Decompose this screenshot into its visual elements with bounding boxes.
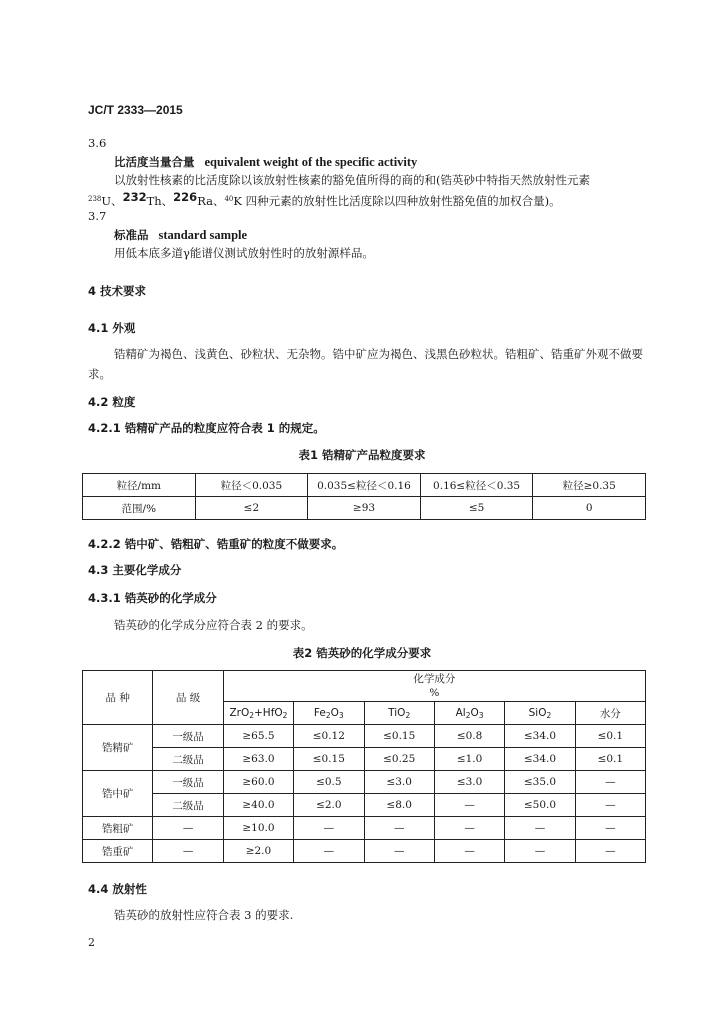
section-3-6-number: 3.6	[88, 136, 107, 150]
table-cell: ≤0.12	[294, 725, 364, 748]
section-4-heading: 4 技术要求	[88, 284, 147, 298]
table-cell: ≥2.0	[223, 840, 293, 863]
table-cell: 二级品	[153, 794, 223, 817]
table-cell: ≤3.0	[364, 771, 434, 794]
table1	[82, 473, 646, 520]
section-3-6-definition-line1: 以放射性核素的比活度除以该放射性核素的豁免值所得的商的和(锆英砂中特指天然放射性元素	[114, 173, 590, 187]
table-cell: ≥63.0	[223, 748, 293, 771]
table-cell: ≤0.1	[575, 725, 645, 748]
table-cell: —	[153, 817, 223, 840]
col-tio2: TiO$_2$	[364, 702, 434, 725]
table-cell: 二级品	[153, 748, 223, 771]
table-cell: —	[434, 794, 504, 817]
table-cell: 锆精矿	[83, 725, 153, 771]
table-cell: ≤0.5	[294, 771, 364, 794]
element-u: U、	[101, 194, 123, 208]
isotope-ra: 226	[173, 190, 198, 204]
section-4-3-1-text: 锆英砂的化学成分应符合表 2 的要求。	[114, 618, 313, 632]
table-cell: ≤2	[195, 497, 308, 520]
table-cell: ≤5	[420, 497, 533, 520]
table-cell: 0.16≤粒径＜0.35	[420, 474, 533, 497]
section-4-2-2-text	[88, 536, 343, 552]
table-cell: ≥65.5	[223, 725, 293, 748]
table-cell: 粒径/mm	[83, 474, 196, 497]
table-cell: —	[434, 817, 504, 840]
section-4-4-text: 锆英砂的放射性应符合表 3 的要求.	[114, 908, 294, 922]
table-row	[83, 840, 646, 863]
table-cell: —	[575, 817, 645, 840]
table1-caption: 表1 锆精矿产品粒度要求	[298, 448, 426, 462]
chem-composition-label: 化学成分	[413, 673, 456, 685]
table-row	[83, 794, 646, 817]
element-th: Th、	[146, 194, 174, 208]
section-3-7-term	[114, 227, 247, 243]
section-3-7-number: 3.7	[88, 209, 107, 223]
isotope-u: 238	[88, 195, 102, 203]
table1-data-row	[83, 497, 646, 520]
isotope-th: 232	[122, 190, 147, 204]
table-cell: —	[364, 840, 434, 863]
table-cell: ≤0.25	[364, 748, 434, 771]
table-cell: —	[575, 840, 645, 863]
table-row	[83, 725, 646, 748]
table-cell	[223, 671, 645, 702]
element-k: K 四种元素的放射性比活度除以四种放射性豁免值的加权合量)。	[233, 194, 561, 208]
table-cell: ≤0.15	[294, 748, 364, 771]
table-cell: 品 种	[83, 671, 153, 725]
table-cell: ≤0.8	[434, 725, 504, 748]
table-cell: ≥60.0	[223, 771, 293, 794]
table-cell: 一级品	[153, 725, 223, 748]
table-cell: 一级品	[153, 771, 223, 794]
section-3-6-term	[114, 154, 417, 170]
table2-header-row-1	[83, 671, 646, 702]
table-cell: 0.035≤粒径＜0.16	[308, 474, 421, 497]
table-cell: ≥10.0	[223, 817, 293, 840]
table-cell: ≤0.15	[364, 725, 434, 748]
table-cell: —	[575, 794, 645, 817]
element-ra: Ra、	[197, 194, 225, 208]
section-4-1-text: 锆精矿为褐色、浅黄色、砂粒状、无杂物。锆中矿应为褐色、浅黑色砂粒状。锆粗矿、锆重矿外观不做要求。	[88, 347, 643, 381]
table-cell: ≤35.0	[505, 771, 575, 794]
section-4-2-1-text	[88, 420, 325, 436]
col-zro2-hfo2: ZrO$_2$+HfO$_2$	[223, 702, 293, 725]
table-cell: 品 级	[153, 671, 223, 725]
section-4-2-2: 4.2.2 锆中矿、锆粗矿、锆重矿的粒度不做要求。	[88, 537, 344, 551]
table-cell: —	[294, 840, 364, 863]
table-cell: ≤3.0	[434, 771, 504, 794]
table-row	[83, 748, 646, 771]
table-cell: ≥40.0	[223, 794, 293, 817]
col-al2o3: $Al_2O_3$	[434, 702, 504, 725]
table-row	[83, 817, 646, 840]
table-cell: 范围/%	[83, 497, 196, 520]
table-cell: 锆中矿	[83, 771, 153, 817]
table1-header-row	[83, 474, 646, 497]
table-cell: —	[575, 771, 645, 794]
page-number: 2	[88, 936, 95, 949]
table-cell: 锆粗矿	[83, 817, 153, 840]
table-cell: —	[505, 840, 575, 863]
term-zh: 标准品	[114, 228, 149, 242]
section-4-3-heading: 4.3 主要化学成分	[88, 563, 182, 577]
table2	[82, 670, 646, 863]
table-cell: —	[434, 840, 504, 863]
table-cell: 锆重矿	[83, 840, 153, 863]
section-4-2-heading: 4.2 粒度	[88, 395, 136, 409]
table-cell: 粒径＜0.035	[195, 474, 308, 497]
term-en: equivalent weight of the specific activity	[204, 155, 418, 169]
table-cell: —	[153, 840, 223, 863]
section-4-3-1-heading: 4.3.1 锆英砂的化学成分	[88, 591, 217, 605]
table-cell: 粒径≥0.35	[533, 474, 646, 497]
table-cell: —	[364, 817, 434, 840]
table-cell: ≥93	[308, 497, 421, 520]
col-fe2o3: $Fe_2O_3$	[294, 702, 364, 725]
section-3-7-definition: 用低本底多道γ能谱仪测试放射性时的放射源样品。	[114, 246, 374, 260]
term-en: standard sample	[158, 228, 248, 242]
table-cell: ≤8.0	[364, 794, 434, 817]
term-zh: 比活度当量合量	[114, 155, 195, 169]
table-cell: ≤2.0	[294, 794, 364, 817]
col-sio2: SiO$_2$	[505, 702, 575, 725]
section-4-1-heading: 4.1 外观	[88, 321, 136, 335]
col-water: 水分	[575, 702, 645, 725]
table-cell: ≤34.0	[505, 748, 575, 771]
unit-label: %	[429, 687, 440, 699]
table2-caption: 表2 锆英砂的化学成分要求	[292, 646, 432, 660]
isotope-k: 40	[224, 195, 234, 203]
table-cell: —	[505, 817, 575, 840]
table-cell: 0	[533, 497, 646, 520]
document-code-header: JC/T 2333—2015	[88, 103, 183, 117]
table-cell: —	[294, 817, 364, 840]
section-4-2-1: 4.2.1 锆精矿产品的粒度应符合表 1 的规定。	[88, 421, 325, 435]
table-cell: ≤1.0	[434, 748, 504, 771]
table-cell: ≤50.0	[505, 794, 575, 817]
table-cell: ≤34.0	[505, 725, 575, 748]
section-3-6-definition-line2	[88, 190, 561, 209]
section-4-4-heading: 4.4 放射性	[88, 882, 147, 896]
table-cell: ≤0.1	[575, 748, 645, 771]
table-row	[83, 771, 646, 794]
